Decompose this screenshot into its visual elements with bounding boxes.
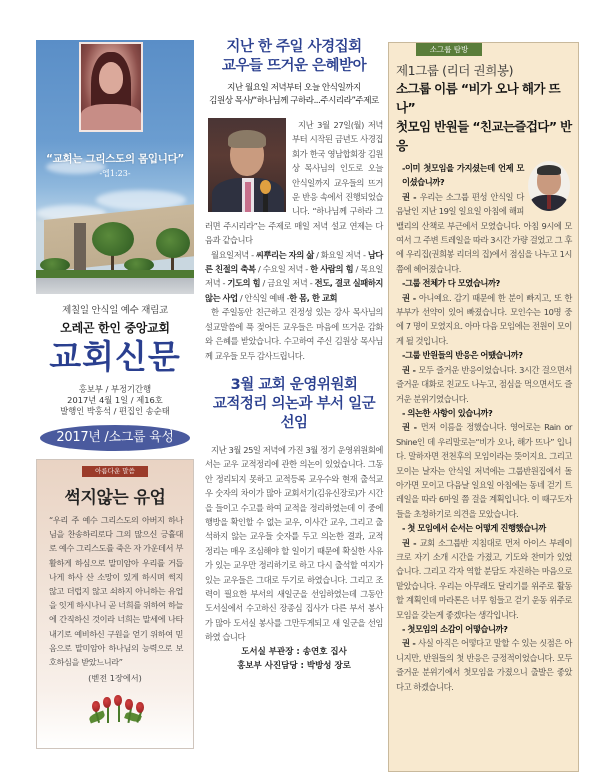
- yearly-motto: 2017년 /소그룹 육성: [40, 425, 190, 451]
- tulip-decoration: [85, 695, 149, 725]
- sermon-schedule: 월요일저녁 - 씨뿌리는 자의 삶 / 화요일 저녁 - 남다른 친절의 축복 / 수요일 저녁 - 한 사람의 힘 / 목요일 저녁 - 기도의 힘 / 금요일 저녁 - 전도, 결코 실패하지 않는 사업 / 안식일 예배 -한 몸, 한 교회: [205, 249, 383, 303]
- church-name: 오레곤 한인 중앙교회: [60, 321, 170, 335]
- section-tag: 아름다운 말씀: [82, 466, 148, 477]
- left-column: [36, 40, 194, 749]
- publication-info: 홍보부 / 부정기간행 2017년 4월 1일 / 제16호 발행인 박홍석 / 편집인 송순태: [60, 383, 170, 416]
- verse-body: “우리 주 예수 그리스도의 아버지 하나님을 찬송하리로다 그의 많으신 긍휼대로 예수 그리스도를 죽은 자 가운데서 부활하게 하심으로 말미암아 우리를 거듭나게 하사 산 소망이 있게 하시며 썩지 않고 더럽지 않고 쇠하지 아니하는 유업을 잇게 하시나니 곧 너희를 위하여 하늘에 간직하신 것이라 너희는 말세에 나타내기로 예비하신 구원을 얻기 위하여 믿음으로 말미암아 하나님의 능력으로 보호하심을 받았느니라”: [49, 514, 183, 667]
- answer: 권 - 아니예요. 감기 때문에 한 분이 빠지고, 또 한 부부가 선약이 있어 빠졌습니다. 모인수는 10명 중에 7 명이 모였지요. 아마 다음 모임에는 전원이 모이게 될 것입니다.: [396, 292, 572, 346]
- section-tag: 소그룹 탐방: [416, 43, 482, 56]
- middle-column: [205, 38, 383, 673]
- small-group-column: [388, 42, 579, 772]
- cover-verse: -엡1:23-: [99, 169, 131, 178]
- answer: 권 - 모두 즐거운 반응이었습니다. 3시간 걸으면서 즐거운 대화로 친교도 나누고, 점심을 먹으면서도 즐거운 분위기였습니다.: [396, 364, 572, 404]
- group-reaction-heading: 첫모임 반원들 “친교는즐겁다” 반응: [396, 119, 572, 153]
- question: - 첫 모임에서 순서는 어떻게 진행했습니까: [402, 523, 546, 534]
- cover-quote: “교회는 그리스도의 몸입니다”: [45, 153, 185, 165]
- question: -이미 첫모임을 가지셨는데 언제 모이셨습니까?: [402, 163, 524, 188]
- article1-subhead: 지난 월요일 저녁부터 오늘 안식일까지 김원상 목사/“하나님께 구하라...주시리라”주제로: [209, 83, 379, 106]
- article1-closing: 한 주일동안 친근하고 진정성 있는 강사 목사님의 설교말씀에 푹 젖어든 교우들은 마음에 뜨거운 감화와 은혜를 받았습니다. 수고하여 주신 김원상 목사님께 교우들 모두 감사드립니다.: [205, 307, 383, 361]
- interview: [396, 161, 572, 694]
- tree: [92, 222, 134, 256]
- denomination: 제칠일 안식일 예수 재림교: [62, 305, 168, 316]
- group-name-heading: 소그룹 이름 “비가 오나 해가 뜨나”: [396, 81, 561, 115]
- article1-body: [205, 118, 383, 363]
- cover-image: [36, 40, 194, 294]
- pastor-photo: [208, 118, 286, 212]
- article2-body: 지난 3월 25일 저녁에 가진 3월 정기 운영위원회에서는 교우 교적정리에 관한 의논이 있었습니다. 그동안 정리되지 못하고 교적등록 교우수와 현재 출석교우 숫자의 차이가 많아 교회서기(김유신장로)가 시간을 들이고 수고를 하여 교적을 정리하였는데 이 중에 행방을 확인할 수 없는 교우, 이사간 교우, 그리고 출석하지 않는 교우들 숫자를 두고 의논한 결과, 교적 정리는 매우 조심해야 할 일이기 때문에 확실한 사유가 있는 교우만 정리하기로 하고 다시 출석할 여지가 있는 교우들은 그대로 두기로 하였습니다. 그리고 조력이 필요한 부서의 새일군을 선임하였는데 그동안 도서실에서 수고하신 장종심 집사가 다른 부서 봉사가 많아 도서실 봉사를 그만두게되고 새 일군을 선임하였 습니다: [205, 444, 383, 643]
- leader-photo: [528, 161, 570, 211]
- beautiful-words-box: [36, 459, 194, 749]
- question: -그룹 반원들의 반응은 어땠습니까?: [402, 350, 523, 361]
- verse-source: (벧전 1장에서): [88, 673, 142, 684]
- answer: 권 - 교회 소그룹반 지침대로 먼저 아이스 부레이크로 자기 소개 시간을 가졌고, 기도와 찬미가 있었습니다. 그리고 각자 역할 분담도 자진하는 마음으로 맡았습니다. 우리는 아무래도 달리기를 위주로 활동할 계획인데 마라톤은 너무 힘들고 걷기 운동 위주로 모임을 갖는게 좋겠다는 생각입니다.: [396, 537, 573, 620]
- answer: 권 - 우리는 소그룹 편성 안식일 다음날인 지난 19일 일요일 아침에 해피밸리의 산책로 부근에서 모였습니다. 아침 9시에 모여서 그 주변 트레일을 따라 3시간 가량 걸었고 그 후에 우리집(권희봉 리더의 집)에서 점심을 나누고 1시 쯤에 헤어졌습니다.: [396, 191, 572, 274]
- newspaper-title: 교회신문: [49, 337, 181, 376]
- answer: 권 - 사실 아직은 어떻다고 말할 수 있는 싯점은 아니지만, 반원들의 첫 반응은 긍정적이었습니다. 모두 즐거운 분위기에서 첫모임을 가졌으니 출발은 좋았다고 하겠습니다.: [396, 638, 572, 692]
- article1-headline: 지난 한 주일 사경집회 교우들 뜨거운 은혜받아: [221, 39, 367, 74]
- article1-intro: 지난 3월 27일(월) 저녁 부터 시작된 금년도 사경집회가 한국 영남합회장 김원상 목사님의 인도로 오늘 안식일까지 교우들의 뜨거운 반응 속에서 진행되었습니다. “하나님께 구하라 그러면 주시리라”는 주제로 매일 저녁 설교 연제는 다음과 같습니다: [205, 120, 383, 246]
- verse-heading: 썩지않는 유업: [64, 487, 166, 508]
- group-heading: 제1그룹 (리더 권희봉): [396, 63, 514, 78]
- answer: 권 - 먼저 이름을 정했습니다. 영어로는 Rain or Shine인 데 우리말로는“비가 오나, 해가 뜨나” 입니다. 말하자면 전천후의 모임이라는 뜻이지요. 그리고 모이는 날자는 안식일 저녁에는 그룹반원집에서 돌아가면 모이고 다음날 일요일 아침에는 동네 걷기 트레일을 따라 6마일 쯤 걸을 계획입니다. 이 때구도자들을 초청하기로 의견을 모았습니다.: [396, 422, 572, 519]
- jesus-portrait: [79, 42, 143, 132]
- staff-credits: 도서실 부관장 : 송연호 집사 홍보부 사진담당 : 박방성 장로: [237, 646, 351, 671]
- question: - 의논한 사항이 있습니까?: [402, 407, 493, 418]
- question: -그룹 전체가 다 모였습니까?: [402, 278, 500, 289]
- tree: [156, 228, 190, 258]
- masthead: [36, 302, 194, 451]
- article2-headline: 3월 교회 운영위원회 교적정리 의논과 부서 일군 선임: [212, 376, 376, 431]
- question: - 첫모임의 소감이 어떻습니까?: [402, 624, 508, 634]
